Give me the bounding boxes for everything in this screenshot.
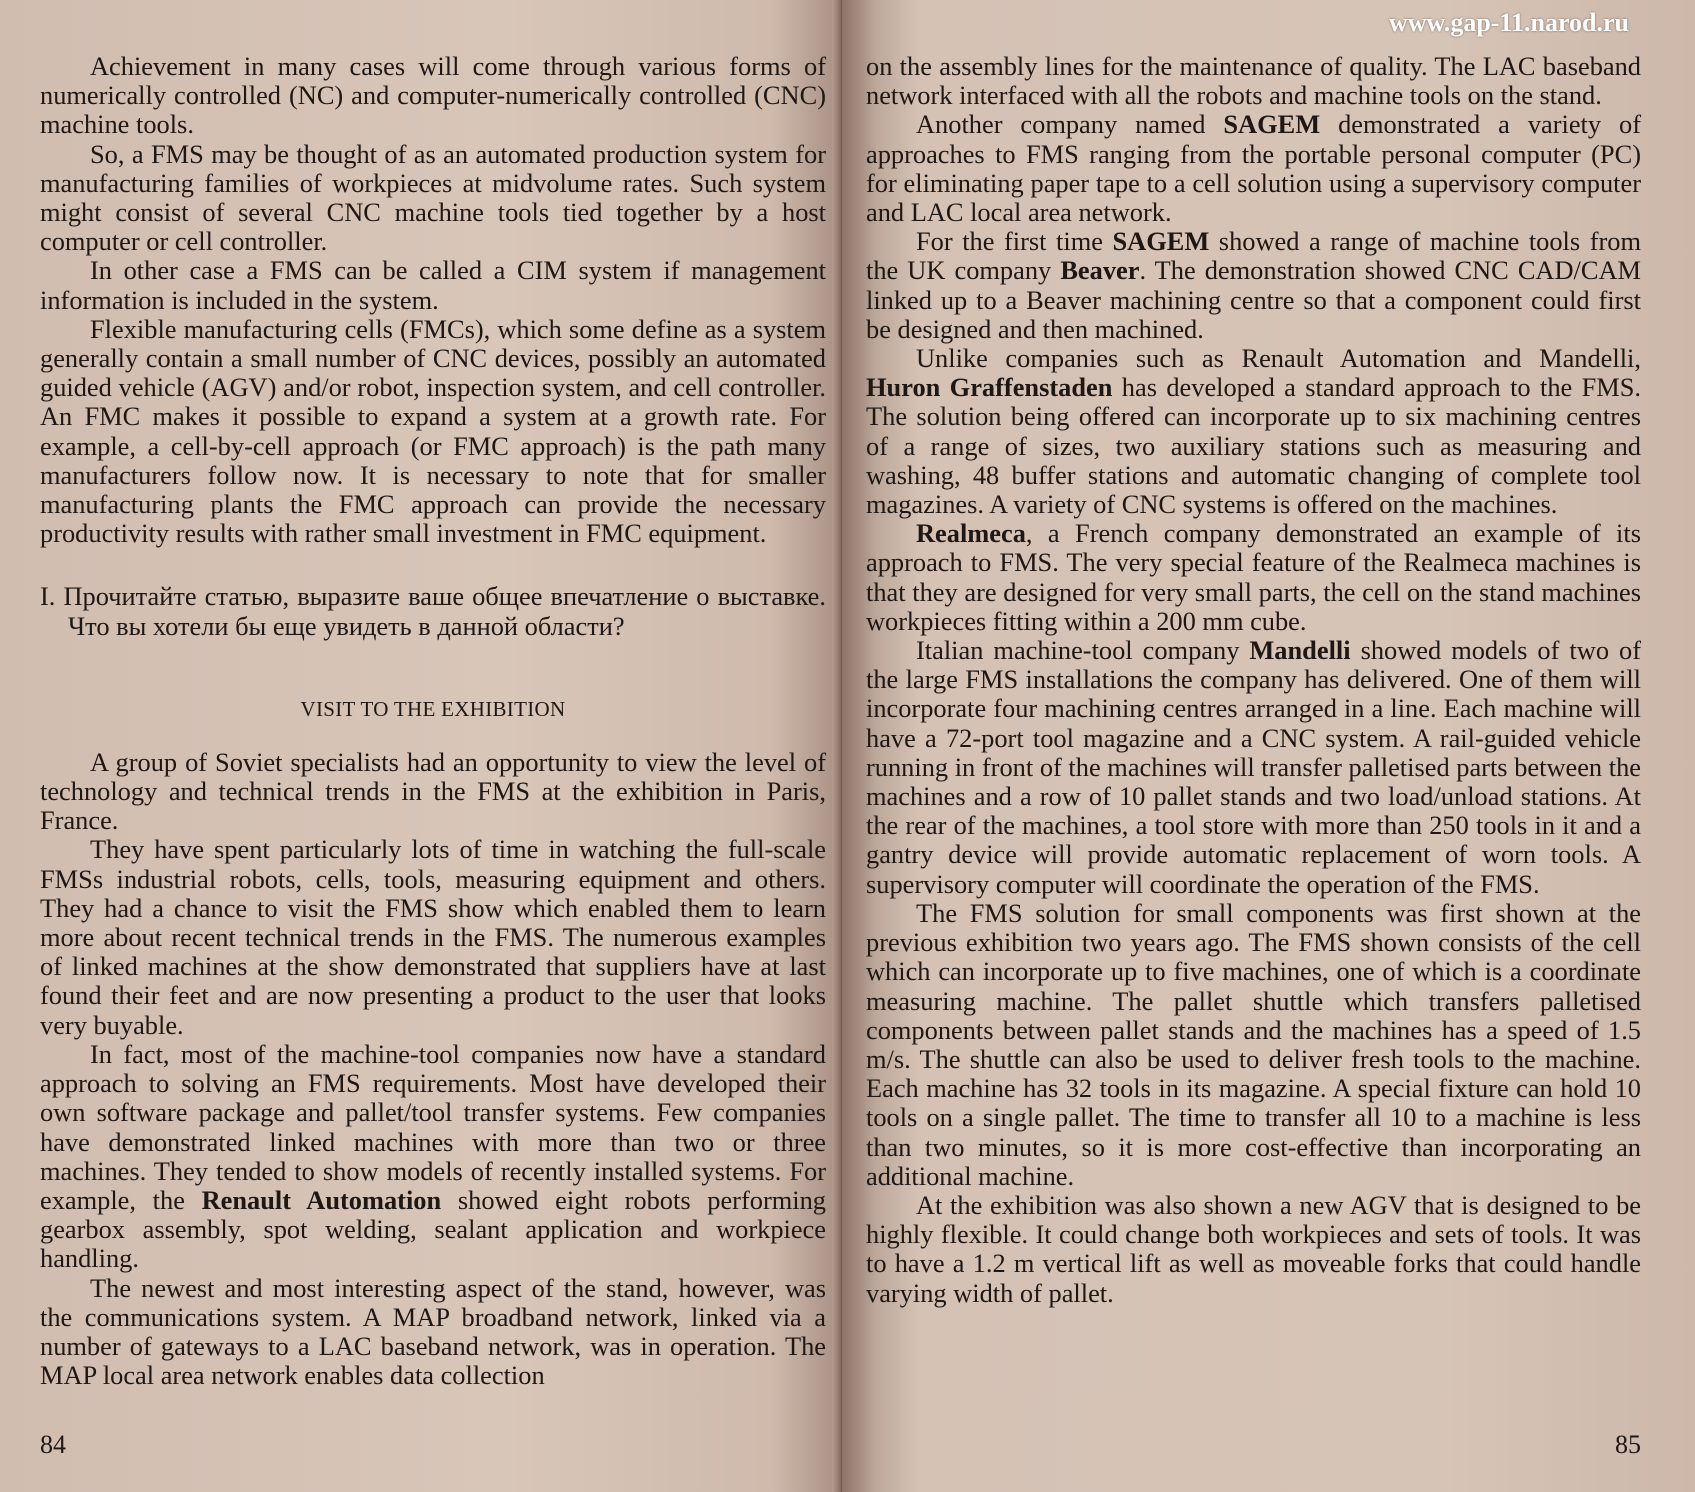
company-name: SAGEM [1223, 109, 1321, 140]
company-name: Huron Graffenstaden [866, 372, 1113, 403]
left-page [0, 0, 838, 1492]
watermark: www.gap-11.narod.ru [1388, 8, 1629, 37]
left-intro-text [40, 52, 826, 548]
page-number: 85 [1615, 1430, 1641, 1459]
company-name: Renault Automation [201, 1184, 442, 1215]
paragraph [866, 227, 1641, 344]
text-run: showed eight robots performing gearbox assembly, spot welding, sealant application and workpiece handling. [40, 1184, 826, 1274]
text-run: showed models of two of the large FMS installations the company has delivered. One of them will incorporate four machining centres arranged in a line. Each machine will have a 72-port tool magazine and a CNC system. A rail-guided vehicle running in front of the machines will transfer palletised parts between the machines and a row of 10 pallet stands and two load/unload stations. At the rear of the machines, a tool store with more than 250 tools in it and a gantry device will provide automatic replacement of worn tools. A supervisory computer will coordinate the operation of the FMS. [866, 635, 1641, 899]
text-run: For the first time [916, 226, 1113, 257]
text-run: has developed a standard approach to the FMS. The solution being offered can incorporate up to six machining centres of a range of sizes, two auxiliary stations such as measuring and washing, 48 buffer stations and automatic changing of complete tool magazines. A variety of CNC systems is offered on the machines. [866, 372, 1642, 520]
right-page [842, 0, 1695, 1492]
page-number: 84 [40, 1430, 66, 1459]
paragraph: The newest and most interesting aspect of the stand, however, was the communications system. A MAP broadband network, linked via a number of gateways to a LAC baseband network, was in operation. The MAP local area network enables data collection [40, 1272, 826, 1391]
company-name: Realmeca [916, 518, 1026, 549]
paragraph: Flexible manufacturing cells (FMCs), which some define as a system generally contain a small number of CNC devices, possibly an automated guided vehicle (AGV) and/or robot, inspection system, and cell controller. An FMC makes it possible to expand a system at a growth rate. For example, a cell-by-cell approach (or FMC approach) is the path many manufacturers follow now. It is necessary to note that for smaller manufacturing plants the FMC approach can provide the necessary productivity results with rather small investment in FMC equipment. [40, 313, 826, 549]
text-run: showed a range of machine tools from the UK company [866, 226, 1641, 286]
paragraph: Achievement in many cases will come through various forms of numerically controlled (NC) and computer-numerically controlled (CNC) machine tools. [40, 51, 826, 140]
text-run: , a French company demonstrated an example of its approach to FMS. The very special feature of the Realmeca machines is that they are designed for very small parts, the cell on the stand machines workpieces fitting within a 200 mm cube. [866, 518, 1641, 636]
paragraph: The FMS solution for small components was first shown at the previous exhibition two years ago. The FMS shown consists of the cell which can incorporate up to five machines, one of which is a coordinate measuring machine. The pallet shuttle which transfers palletised components between pallet stands and the machines has a speed of 1.5 m/s. The shuttle can also be used to deliver fresh tools to the machine. Each machine has 32 tools in its magazine. A special fixture can hold 10 tools on a single pallet. The time to transfer all 10 to a machine is less than two minutes, so it is more cost-effective than incorporating an additional machine. [866, 897, 1641, 1191]
paragraph: They have spent particularly lots of time in watching the full-scale FMSs industrial robots, cells, tools, measuring equipment and others. They had a chance to visit the FMS show which enabled them to learn more about recent technical trends in the FMS. The numerous examples of linked machines at the show demonstrated that suppliers have at last found their feet and are now presenting a product to the user that looks very buyable. [40, 834, 826, 1040]
company-name: SAGEM [1112, 226, 1210, 257]
paragraph [866, 636, 1641, 899]
company-name: Mandelli [1249, 635, 1351, 666]
paragraph [866, 110, 1641, 227]
right-article-text [866, 52, 1641, 1308]
reading-task: I. Прочитайте статью, выразите ваше общее впечатление о выставке. Что вы хотели бы еще увидеть в данной области? [40, 581, 826, 641]
paragraph: In other case a FMS can be called a CIM system if management information is included in the system. [40, 255, 826, 315]
text-run: . The demonstration showed CNC CAD/CAM linked up to a Beaver machining centre so that a component could first be designed and then machined. [866, 255, 1641, 344]
paragraph [40, 1040, 826, 1274]
paragraph [866, 344, 1641, 519]
company-name: Beaver [1060, 255, 1140, 286]
text-run: demonstrated a variety of approaches to FMS ranging from the portable personal computer (PC) for eliminating paper tape to a cell solution using a supervisory computer and LAC local area network. [866, 109, 1642, 228]
paragraph: At the exhibition was also shown a new AGV that is designed to be highly flexible. It could change both workpieces and sets of tools. It was to have a 1.2 m vertical lift as well as moveable forks that could handle varying width of pallet. [866, 1189, 1641, 1308]
paragraph: on the assembly lines for the maintenance of quality. The LAC baseband network interfaced with all the robots and machine tools on the stand. [866, 51, 1641, 111]
text-run: In fact, most of the machine-tool companies now have a standard approach to solving an FMS requirements. Most have developed their own software package and pallet/tool transfer systems. Few companies have demonstrated linked machines with more than two or three machines. They tended to show models of recently installed systems. For example, the [40, 1038, 826, 1215]
text-run: Italian machine-tool company [916, 635, 1250, 666]
text-run: Unlike companies such as Renault Automation and Mandelli, [916, 343, 1641, 374]
paragraph: So, a FMS may be thought of as an automated production system for manufacturing families of workpieces at midvolume rates. Such system might consist of several CNC machine tools tied together by a host computer or cell controller. [40, 138, 826, 257]
left-article-text [40, 748, 826, 1390]
paragraph [866, 519, 1641, 636]
paragraph: A group of Soviet specialists had an opportunity to view the level of technology and technical trends in the FMS at the exhibition in Paris, France. [40, 746, 826, 836]
section-title: VISIT TO THE EXHIBITION [300, 696, 566, 721]
text-run: Another company named [916, 109, 1224, 140]
